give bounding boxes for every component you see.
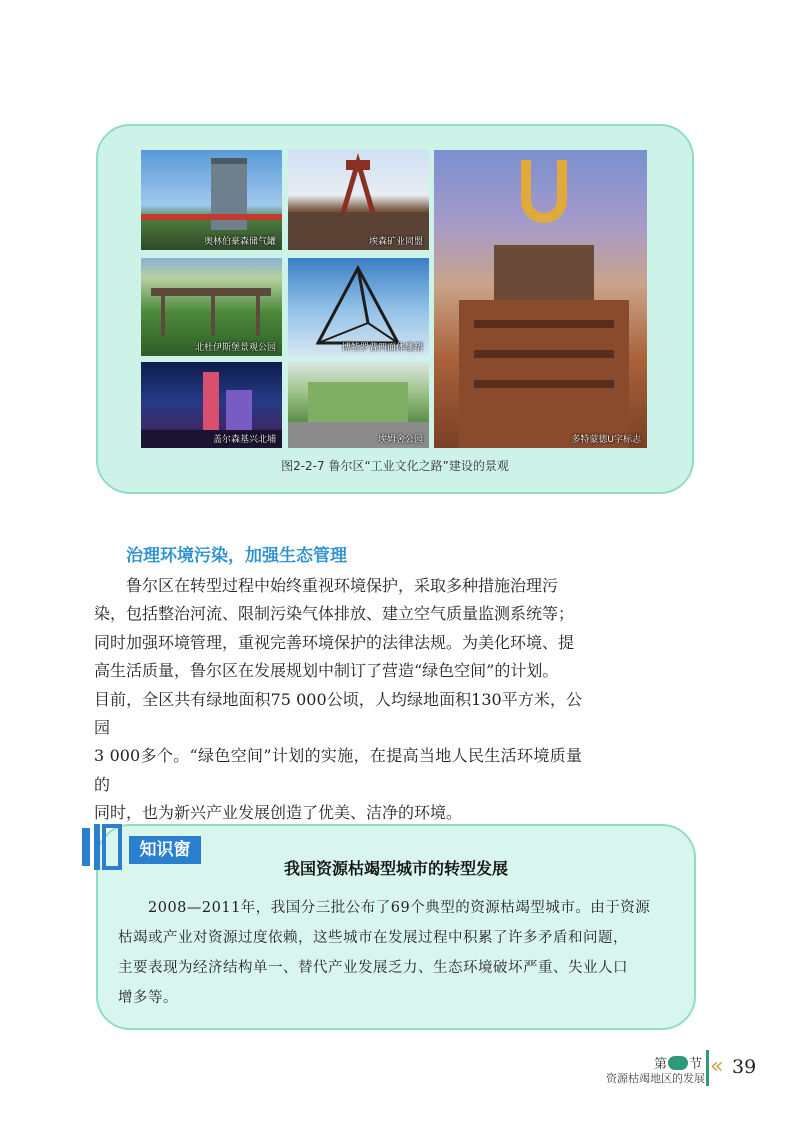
body-line: 同时，也为新兴产业发展创造了优美、洁净的环境。	[94, 803, 463, 823]
chapter-suffix: 节	[689, 1057, 703, 1072]
body-line: 染，包括整治河流、限制污染气体排放、建立空气质量监测系统等；	[94, 604, 575, 624]
photo-night-headframe	[141, 362, 282, 448]
body-line: 高生活质量，鲁尔区在发展规划中制订了营造“绿色空间”的计划。	[94, 661, 559, 681]
photo-tetrahedron	[288, 258, 429, 356]
knowledge-line: 主要表现为经济结构单一、替代产业发展乏力、生态环境破坏严重、失业人口	[118, 960, 628, 976]
body-line: 鲁尔区在转型过程中始终重视环境保护，采取多种措施治理污	[126, 576, 559, 595]
photo-caption: 埃姆舍公园	[377, 435, 423, 445]
photo-caption: 奥林伯豪森储气罐	[203, 237, 276, 247]
chapter-number-badge	[668, 1056, 688, 1070]
photo-caption: 博特罗普四面体雕塑	[341, 343, 423, 353]
body-line: 目前，全区共有绿地面积75 000公顷，人均绿地面积130平方米，公园	[94, 689, 582, 738]
chapter-prefix: 第	[654, 1057, 668, 1072]
figure-caption: 图2-2-7 鲁尔区“工业文化之路”建设的景观	[281, 459, 509, 473]
photo-mine-complex	[288, 150, 429, 250]
photo-caption: 多特蒙德U字标志	[571, 435, 641, 445]
double-chevron-icon: «	[710, 1054, 724, 1079]
footer-divider	[706, 1050, 709, 1086]
knowledge-window-title: 我国资源枯竭型城市的转型发展	[283, 859, 508, 878]
knowledge-window-body	[118, 893, 678, 1013]
photo-emscher-park	[288, 362, 429, 448]
photo-caption: 北杜伊斯堡景观公园	[194, 343, 276, 353]
page-number: 39	[732, 1056, 757, 1078]
body-line: 同时加强环境管理，重视完善环境保护的法律法规。为美化环境、提	[94, 632, 575, 652]
knowledge-line: 增多等。	[118, 990, 178, 1006]
dortmund-u-tower-illustration	[434, 150, 647, 448]
photo-caption: 盖尔森基兴北埔	[212, 435, 276, 445]
knowledge-line: 2008—2011年，我国分三批公布了69个典型的资源枯竭型城市。由于资源	[148, 900, 651, 916]
knowledge-line: 枯竭或产业对资源过度依赖，这些城市在发展过程中积累了许多矛盾和问题，	[118, 930, 628, 946]
chapter-subtitle: 资源枯竭地区的发展	[606, 1072, 705, 1085]
section-body	[94, 572, 582, 828]
photo-landscape-park	[141, 258, 282, 356]
section-heading: 治理环境污染，加强生态管理	[126, 546, 347, 566]
photo-gas-holder	[141, 150, 282, 250]
body-line: 3 000多个。“绿色空间”计划的实施，在提高当地人民生活环境质量的	[94, 746, 582, 794]
knowledge-window-tag: 知识窗	[129, 836, 201, 864]
photo-caption: 埃森矿业同盟	[368, 237, 423, 247]
photo-dortmund-u	[434, 150, 647, 448]
